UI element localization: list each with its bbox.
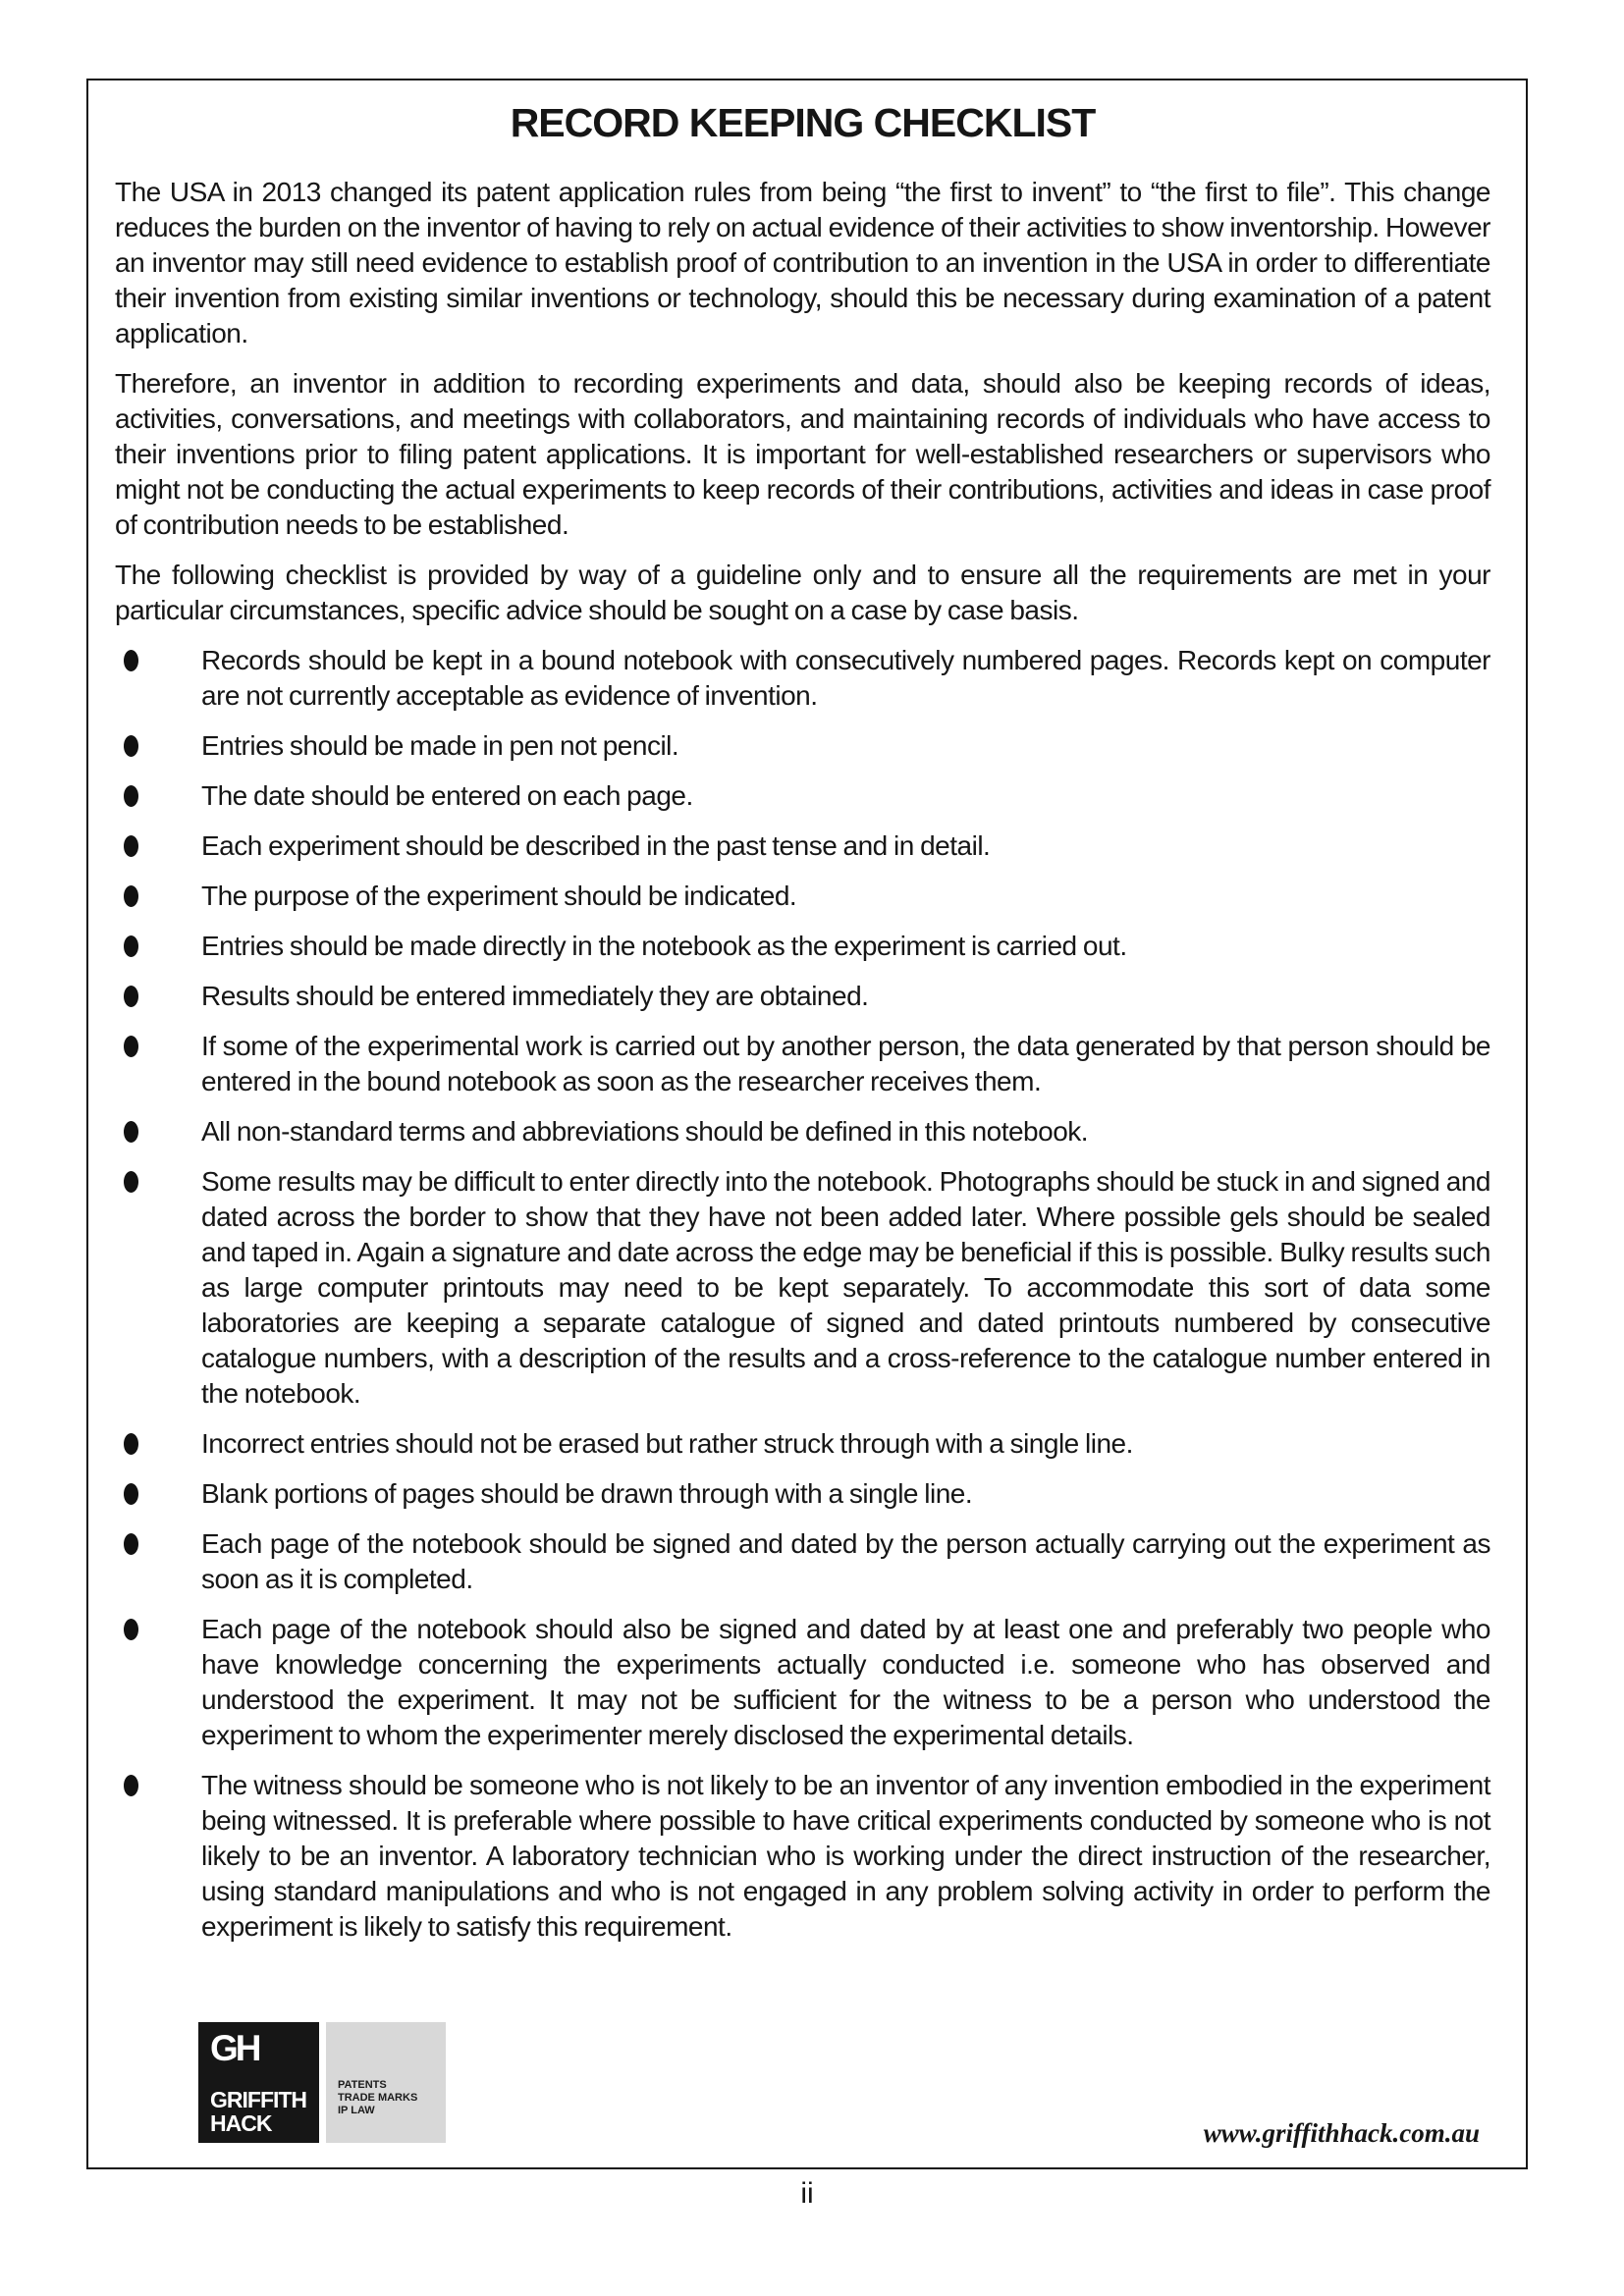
bullet-icon bbox=[124, 1775, 138, 1796]
checklist bbox=[115, 643, 1490, 1945]
checklist-item bbox=[115, 778, 1490, 814]
checklist-item bbox=[115, 1768, 1490, 1945]
checklist-item-text: All non-standard terms and abbreviations should be defined in this notebook. bbox=[201, 1116, 1089, 1147]
checklist-item-text: Each page of the notebook should also be signed and dated by at least one and preferably two people who have knowledge concerning the experiments actually conducted i.e. someone who has observed and understood the experiment. It may not be sufficient for the witness to be a person who understood the experiment to whom the experimenter merely disclosed the experimental details. bbox=[201, 1614, 1490, 1750]
checklist-item-text: The witness should be someone who is not likely to be an inventor of any invention embodied in the experiment being witnessed. It is preferable where possible to have critical experiments conducted by someone who is not likely to be an inventor. A laboratory technician who is working under the direct instruction of the researcher, using standard manipulations and who is not engaged in any problem solving activity in order to perform the experiment is likely to satisfy this requirement. bbox=[201, 1770, 1490, 1942]
griffith-hack-logo bbox=[198, 2022, 446, 2143]
document-content bbox=[88, 80, 1526, 1945]
checklist-item-text: Incorrect entries should not be erased but rather struck through with a single line. bbox=[201, 1428, 1133, 1459]
checklist-item-text: Entries should be made in pen not pencil. bbox=[201, 730, 679, 761]
checklist-item bbox=[115, 643, 1490, 714]
checklist-item bbox=[115, 1426, 1490, 1462]
bullet-icon bbox=[124, 1483, 138, 1505]
bullet-icon bbox=[124, 735, 138, 757]
website-url: www.griffithhack.com.au bbox=[1203, 2118, 1480, 2148]
tagline-line2: TRADE MARKS bbox=[338, 2092, 418, 2104]
checklist-item bbox=[115, 879, 1490, 914]
checklist-item bbox=[115, 1526, 1490, 1597]
bullet-icon bbox=[124, 935, 138, 957]
checklist-item bbox=[115, 1612, 1490, 1753]
checklist-item bbox=[115, 1029, 1490, 1099]
logo-tagline bbox=[338, 2079, 417, 2117]
bullet-icon bbox=[124, 986, 138, 1007]
intro-paragraph-2: Therefore, an inventor in addition to recording experiments and data, should also be keeping records of ideas, activities, conversations, and meetings with collaborators, and maintaining records of individuals who have access to their inventions prior to filing patent applications. It is important for well-established researchers or supervisors who might not be conducting the actual experiments to keep records of their contributions, activities and ideas in case proof of contribution needs to be established. bbox=[115, 368, 1490, 540]
firm-name bbox=[210, 2088, 306, 2135]
page-title: RECORD KEEPING CHECKLIST bbox=[510, 100, 1096, 145]
bullet-icon bbox=[124, 1036, 138, 1057]
bullet-icon bbox=[124, 1619, 138, 1640]
checklist-item-text: Each page of the notebook should be signed and dated by the person actually carrying out the experiment as soon as it is completed. bbox=[201, 1528, 1490, 1594]
checklist-item bbox=[115, 728, 1490, 764]
document-frame bbox=[86, 79, 1528, 2169]
checklist-item bbox=[115, 828, 1490, 864]
page-number: ii bbox=[800, 2177, 814, 2210]
bullet-icon bbox=[124, 1121, 138, 1143]
checklist-item-text: Each experiment should be described in the past tense and in detail. bbox=[201, 830, 991, 861]
intro-paragraph-1: The USA in 2013 changed its patent application rules from being “the first to invent” to “the first to file”. This change reduces the burden on the inventor of having to rely on actual evidence of their activities to show inventorship. However an inventor may still need evidence to establish proof of contribution to an invention in the USA in order to differentiate their invention from existing similar inventions or technology, should this be necessary during examination of a patent application. bbox=[115, 177, 1490, 348]
gh-monogram-icon: GH bbox=[210, 2028, 259, 2068]
checklist-item bbox=[115, 1164, 1490, 1412]
bullet-icon bbox=[124, 785, 138, 807]
checklist-item bbox=[115, 1476, 1490, 1512]
checklist-item-text: The date should be entered on each page. bbox=[201, 780, 693, 811]
bullet-icon bbox=[124, 1533, 138, 1555]
tagline-line3: IP LAW bbox=[338, 2105, 375, 2116]
checklist-item-text: Records should be kept in a bound notebook with consecutively numbered pages. Records kept on computer are not currently acceptable as evidence of invention. bbox=[201, 645, 1490, 711]
logo-grey-tile bbox=[326, 2022, 446, 2143]
checklist-item-text: The purpose of the experiment should be indicated. bbox=[201, 881, 797, 911]
logo-black-tile bbox=[198, 2022, 319, 2143]
tagline-line1: PATENTS bbox=[338, 2079, 387, 2091]
firm-name-line1: GRIFFITH bbox=[210, 2087, 307, 2112]
checklist-item-text: Some results may be difficult to enter directly into the notebook. Photographs should be stuck in and signed and dated across the border to show that they have not been added later. Where possible gels should be sealed and taped in. Again a signature and date across the edge may be beneficial if this is possible. Bulky results such as large computer printouts may need to be kept separately. To accommodate this sort of data some laboratories are keeping a separate catalogue of signed and dated printouts numbered by consecutive catalogue numbers, with a description of the results and a cross-reference to the catalogue number entered in the notebook. bbox=[201, 1166, 1490, 1409]
firm-name-line2: HACK bbox=[210, 2110, 272, 2136]
checklist-item-text: Entries should be made directly in the notebook as the experiment is carried out. bbox=[201, 931, 1127, 961]
bullet-icon bbox=[124, 885, 138, 907]
intro-paragraph-3: The following checklist is provided by way of a guideline only and to ensure all the requirements are met in your particular circumstances, specific advice should be sought on a case by case basis. bbox=[115, 560, 1490, 625]
checklist-item bbox=[115, 1114, 1490, 1149]
checklist-item bbox=[115, 979, 1490, 1014]
checklist-item-text: Results should be entered immediately they are obtained. bbox=[201, 981, 869, 1011]
bullet-icon bbox=[124, 1171, 138, 1193]
checklist-item-text: If some of the experimental work is carried out by another person, the data generated by that person should be entered in the bound notebook as soon as the researcher receives them. bbox=[201, 1031, 1490, 1096]
bullet-icon bbox=[124, 1433, 138, 1455]
checklist-item bbox=[115, 929, 1490, 964]
bullet-icon bbox=[124, 835, 138, 857]
bullet-icon bbox=[124, 650, 138, 671]
checklist-item-text: Blank portions of pages should be drawn through with a single line. bbox=[201, 1478, 973, 1509]
